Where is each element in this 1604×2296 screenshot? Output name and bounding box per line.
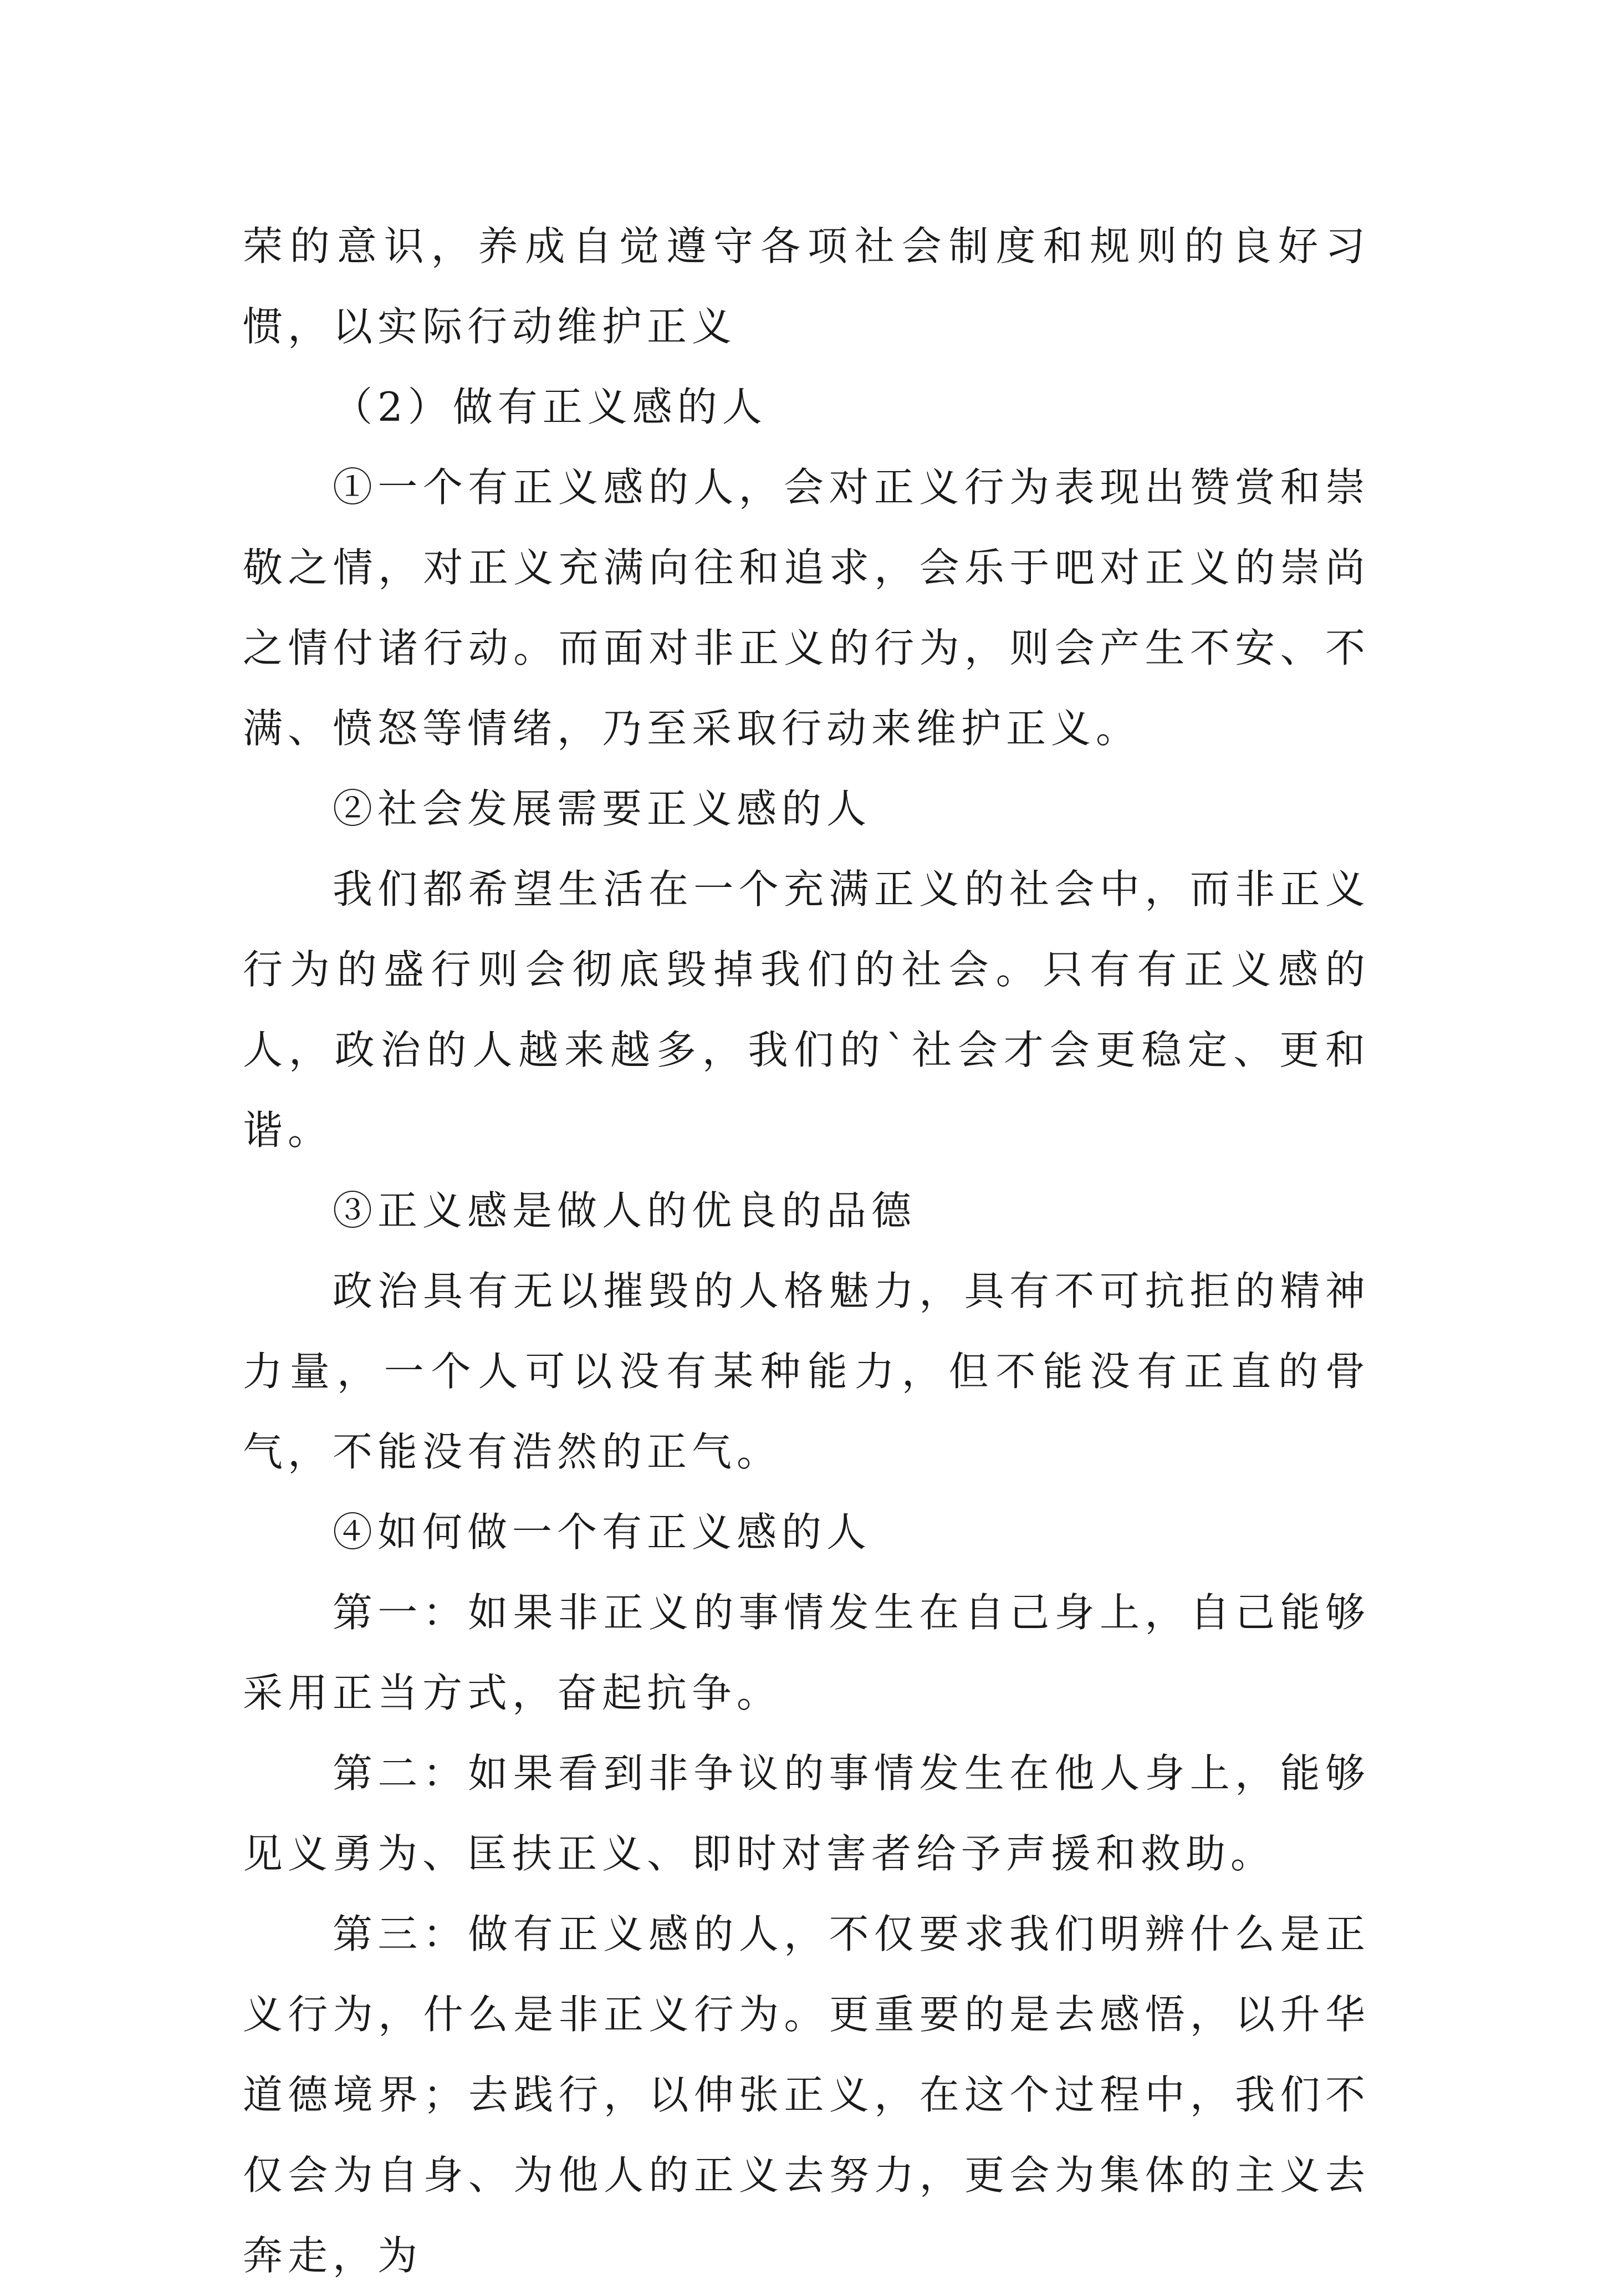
section-heading: （2）做有正义感的人 (333, 384, 767, 430)
point-heading: ③正义感是做人的优良的品德 (333, 1187, 917, 1234)
paragraph: 第一：如果非正义的事情发生在自己身上，自己能够采用正当方式，奋起抗争。 (243, 1589, 1370, 1716)
paragraph: 第三：做有正义感的人，不仅要求我们明辨什么是正义行为，什么是非正义行为。更重要的是去感悟，以升华道德境界；去践行，以伸张正义，在这个过程中，我们不仅会为自身、为他人的正义去努力，更会为集体的主义去奔走，为 (243, 1911, 1370, 2279)
paragraph: 第二：如果看到非争议的事情发生在他人身上，能够见义勇为、匡扶正义、即时对害者给予声援和救助。 (243, 1750, 1370, 1877)
paragraph-continuation: 荣的意识，养成自觉遵守各项社会制度和规则的良好习惯，以实际行动维护正义 (243, 223, 1370, 350)
paragraph: 我们都希望生活在一个充满正义的社会中，而非正义行为的盛行则会彻底毁掉我们的社会。只有有正义感的人，政治的人越来越多，我们的`社会才会更稳定、更和谐。 (243, 866, 1370, 1154)
point-heading: ④如何做一个有正义感的人 (333, 1509, 872, 1555)
point-heading: ②社会发展需要正义感的人 (333, 785, 872, 832)
paragraph: 政治具有无以摧毁的人格魅力，具有不可抗拒的精神力量，一个人可以没有某种能力，但不能没有正直的骨气，不能没有浩然的正气。 (243, 1268, 1370, 1475)
paragraph: ①一个有正义感的人，会对正义行为表现出赞赏和崇敬之情，对正义充满向往和追求，会乐于吧对正义的崇尚之情付诸行动。而面对非正义的行为，则会产生不安、不满、愤怒等情绪，乃至采取行动来维护正义。 (243, 464, 1370, 752)
document-body (243, 206, 1370, 2296)
